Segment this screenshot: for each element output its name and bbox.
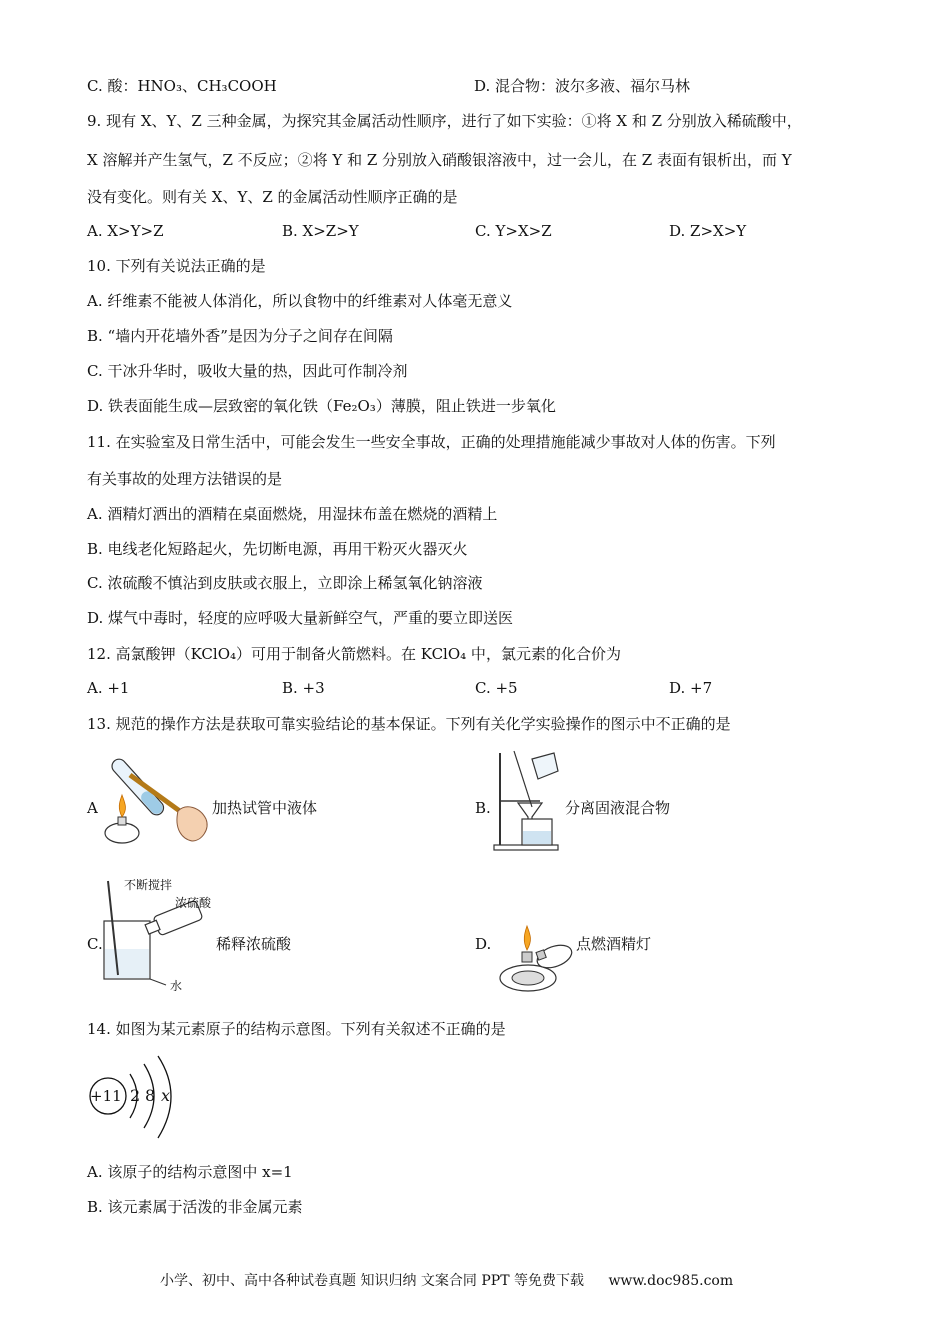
q13-d-letter: D. bbox=[475, 935, 492, 953]
q14-option-a: A. 该原子的结构示意图中 x=1 bbox=[87, 1163, 293, 1181]
q13-c-caption: 稀释浓硫酸 bbox=[216, 935, 292, 953]
q13-stem: 13. 规范的操作方法是获取可靠实验结论的基本保证。下列有关化学实验操作的图示中不正确的是 bbox=[87, 715, 731, 733]
q14-stem: 14. 如图为某元素原子的结构示意图。下列有关叙述不正确的是 bbox=[87, 1020, 506, 1038]
q11-option-c: C. 浓硫酸不慎沾到皮肤或衣服上，立即涂上稀氢氧化钠溶液 bbox=[87, 574, 483, 592]
q12-option-c: C. +5 bbox=[475, 679, 518, 697]
atom-nucleus-charge: +11 bbox=[90, 1087, 122, 1105]
q13-a-caption: 加热试管中液体 bbox=[212, 799, 318, 817]
q9-option-d: D. Z>X>Y bbox=[669, 222, 747, 240]
q8-option-d: D. 混合物：波尔多液、福尔马林 bbox=[474, 77, 691, 95]
footer-site-link[interactable]: www.doc985.com bbox=[608, 1273, 734, 1289]
q9-stem-line1: 9. 现有 X、Y、Z 三种金属，为探究其金属活动性顺序，进行了如下实验：①将 X 和 Z 分别放入稀硫酸中， bbox=[87, 112, 802, 130]
atom-shell1-electrons: 2 bbox=[130, 1086, 141, 1105]
q9-option-c: C. Y>X>Z bbox=[475, 222, 552, 240]
q9-stem-line2: X 溶解并产生氢气，Z 不反应；②将 Y 和 Z 分别放入硝酸银溶液中，过一会儿，在 Z 表面有银析出，而 Y bbox=[87, 151, 792, 169]
filtration-apparatus-illustration bbox=[492, 745, 562, 853]
q12-stem: 12. 高氯酸钾（KClO₄）可用于制备火箭燃料。在 KClO₄ 中，氯元素的化合价为 bbox=[87, 645, 621, 663]
footer-text: 小学、初中、高中各种试卷真题 知识归纳 文案合同 PPT 等免费下载 bbox=[160, 1273, 584, 1289]
q12-option-d: D. +7 bbox=[669, 679, 713, 697]
q10-option-c: C. 干冰升华时，吸收大量的热，因此可作制冷剂 bbox=[87, 362, 408, 380]
heating-test-tube-illustration bbox=[100, 745, 210, 850]
atom-shell3-electrons: x bbox=[161, 1086, 171, 1105]
q13-a-letter: A bbox=[87, 799, 98, 817]
q13-c-note-water: 水 bbox=[170, 979, 183, 993]
q12-option-b: B. +3 bbox=[282, 679, 325, 697]
q11-option-d: D. 煤气中毒时，轻度的应呼吸大量新鲜空气，严重的要立即送医 bbox=[87, 609, 514, 627]
atom-shell2-electrons: 8 bbox=[145, 1086, 156, 1105]
q11-option-b: B. 电线老化短路起火，先切断电源，再用干粉灭火器灭火 bbox=[87, 540, 468, 558]
q10-stem: 10. 下列有关说法正确的是 bbox=[87, 257, 266, 275]
lighting-lamp-illustration bbox=[494, 912, 574, 994]
q13-c-note-stir: 不断搅拌 bbox=[124, 878, 173, 892]
q13-d-caption: 点燃酒精灯 bbox=[576, 935, 652, 953]
q13-b-caption: 分离固液混合物 bbox=[565, 799, 671, 817]
q11-option-a: A. 酒精灯洒出的酒精在桌面燃烧，用湿抹布盖在燃烧的酒精上 bbox=[87, 505, 498, 523]
q9-option-b: B. X>Z>Y bbox=[282, 222, 359, 240]
q13-c-note-acid: 浓硫酸 bbox=[175, 896, 212, 910]
q9-option-a: A. X>Y>Z bbox=[87, 222, 164, 240]
q11-stem-line2: 有关事故的处理方法错误的是 bbox=[87, 470, 283, 488]
q12-option-a: A. +1 bbox=[87, 679, 130, 697]
q9-stem-line3: 没有变化。则有关 X、Y、Z 的金属活动性顺序正确的是 bbox=[87, 188, 458, 206]
q8-option-c: C. 酸：HNO₃、CH₃COOH bbox=[87, 77, 277, 95]
q14-option-b: B. 该元素属于活泼的非金属元素 bbox=[87, 1198, 303, 1216]
q13-b-letter: B. bbox=[475, 799, 491, 817]
q10-option-a: A. 纤维素不能被人体消化，所以食物中的纤维素对人体毫无意义 bbox=[87, 292, 513, 310]
q10-option-b: B. “墙内开花墙外香”是因为分子之间存在间隔 bbox=[87, 327, 393, 345]
q10-option-d: D. 铁表面能生成—层致密的氧化铁（Fe₂O₃）薄膜，阻止铁进一步氧化 bbox=[87, 397, 556, 415]
q11-stem-line1: 11. 在实验室及日常生活中，可能会发生一些安全事故，正确的处理措施能减少事故对人体的伤害。下列 bbox=[87, 433, 776, 451]
q13-c-letter: C. bbox=[87, 935, 103, 953]
page-footer bbox=[160, 1270, 733, 1290]
